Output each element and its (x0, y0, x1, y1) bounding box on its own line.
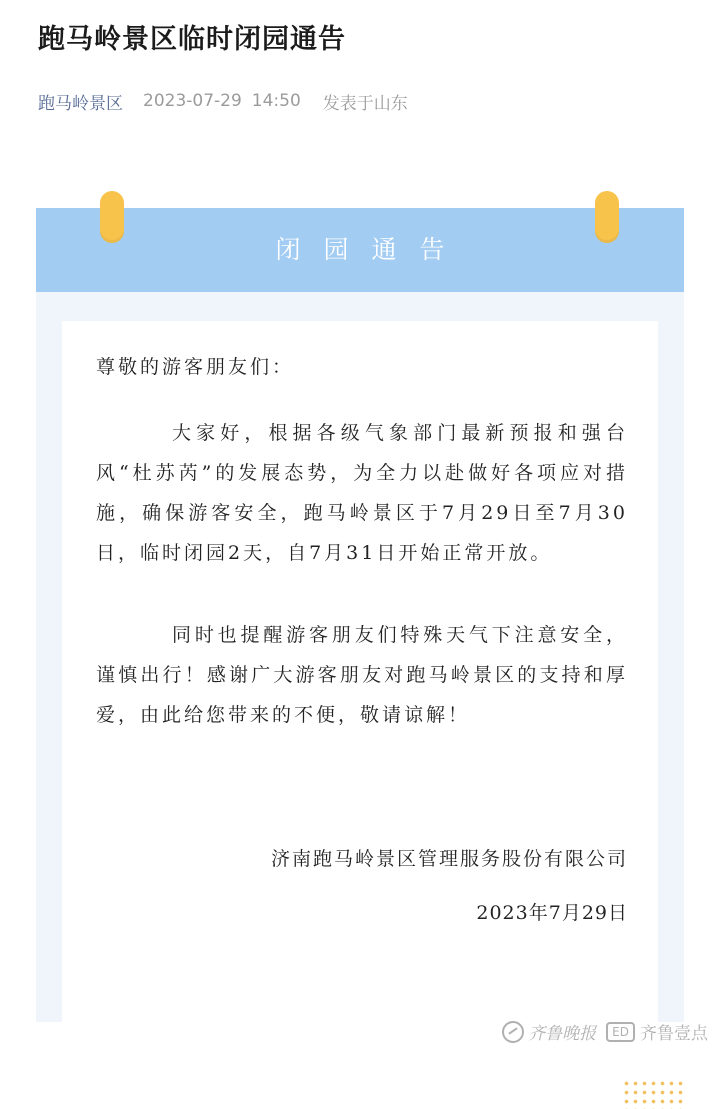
notice-paragraph: 同时也提醒游客朋友们特殊天气下注意安全，谨慎出行！感谢广大游客朋友对跑马岭景区的支持和厚爱，由此给您带来的不便，敬请谅解！ (96, 624, 628, 726)
notice-image[interactable] (36, 208, 684, 1022)
notice-header-title: 闭园通告 (275, 235, 468, 264)
article-title: 跑马岭景区临时闭园通告 (38, 24, 346, 55)
source-watermark (502, 1019, 708, 1044)
publish-date: 2023-07-29 (143, 91, 242, 111)
notice-sign-date: 2023年7月29日 (476, 902, 628, 924)
account-name-link[interactable]: 跑马岭景区 (38, 93, 123, 114)
notice-header-bar (36, 208, 684, 292)
notice-salutation: 尊敬的游客朋友们： (96, 356, 295, 378)
watermark-box: ED (606, 1022, 635, 1042)
publish-time: 14:50 (251, 91, 301, 111)
notice-paper (62, 321, 658, 1022)
article-meta (38, 86, 408, 116)
binder-ring-left-icon (100, 191, 124, 243)
notice-signature: 济南跑马岭景区管理服务股份有限公司 (270, 848, 628, 870)
publish-location: 发表于山东 (322, 93, 408, 114)
notice-paragraph: 大家好，根据各级气象部门最新预报和强台风“杜苏芮”的发展态势，为全力以赴做好各项应对措施，确保游客安全，跑马岭景区于7月29日至7月30日，临时闭园2天，自7月31日开始正常开放。 (96, 422, 628, 564)
watermark-logo-icon (502, 1021, 524, 1043)
watermark-brand: 齐鲁壹点 (640, 1024, 708, 1044)
watermark-text: 齐鲁晚报 (528, 1024, 597, 1044)
binder-ring-right-icon (595, 191, 619, 243)
decorative-dots-icon (622, 1079, 686, 1109)
